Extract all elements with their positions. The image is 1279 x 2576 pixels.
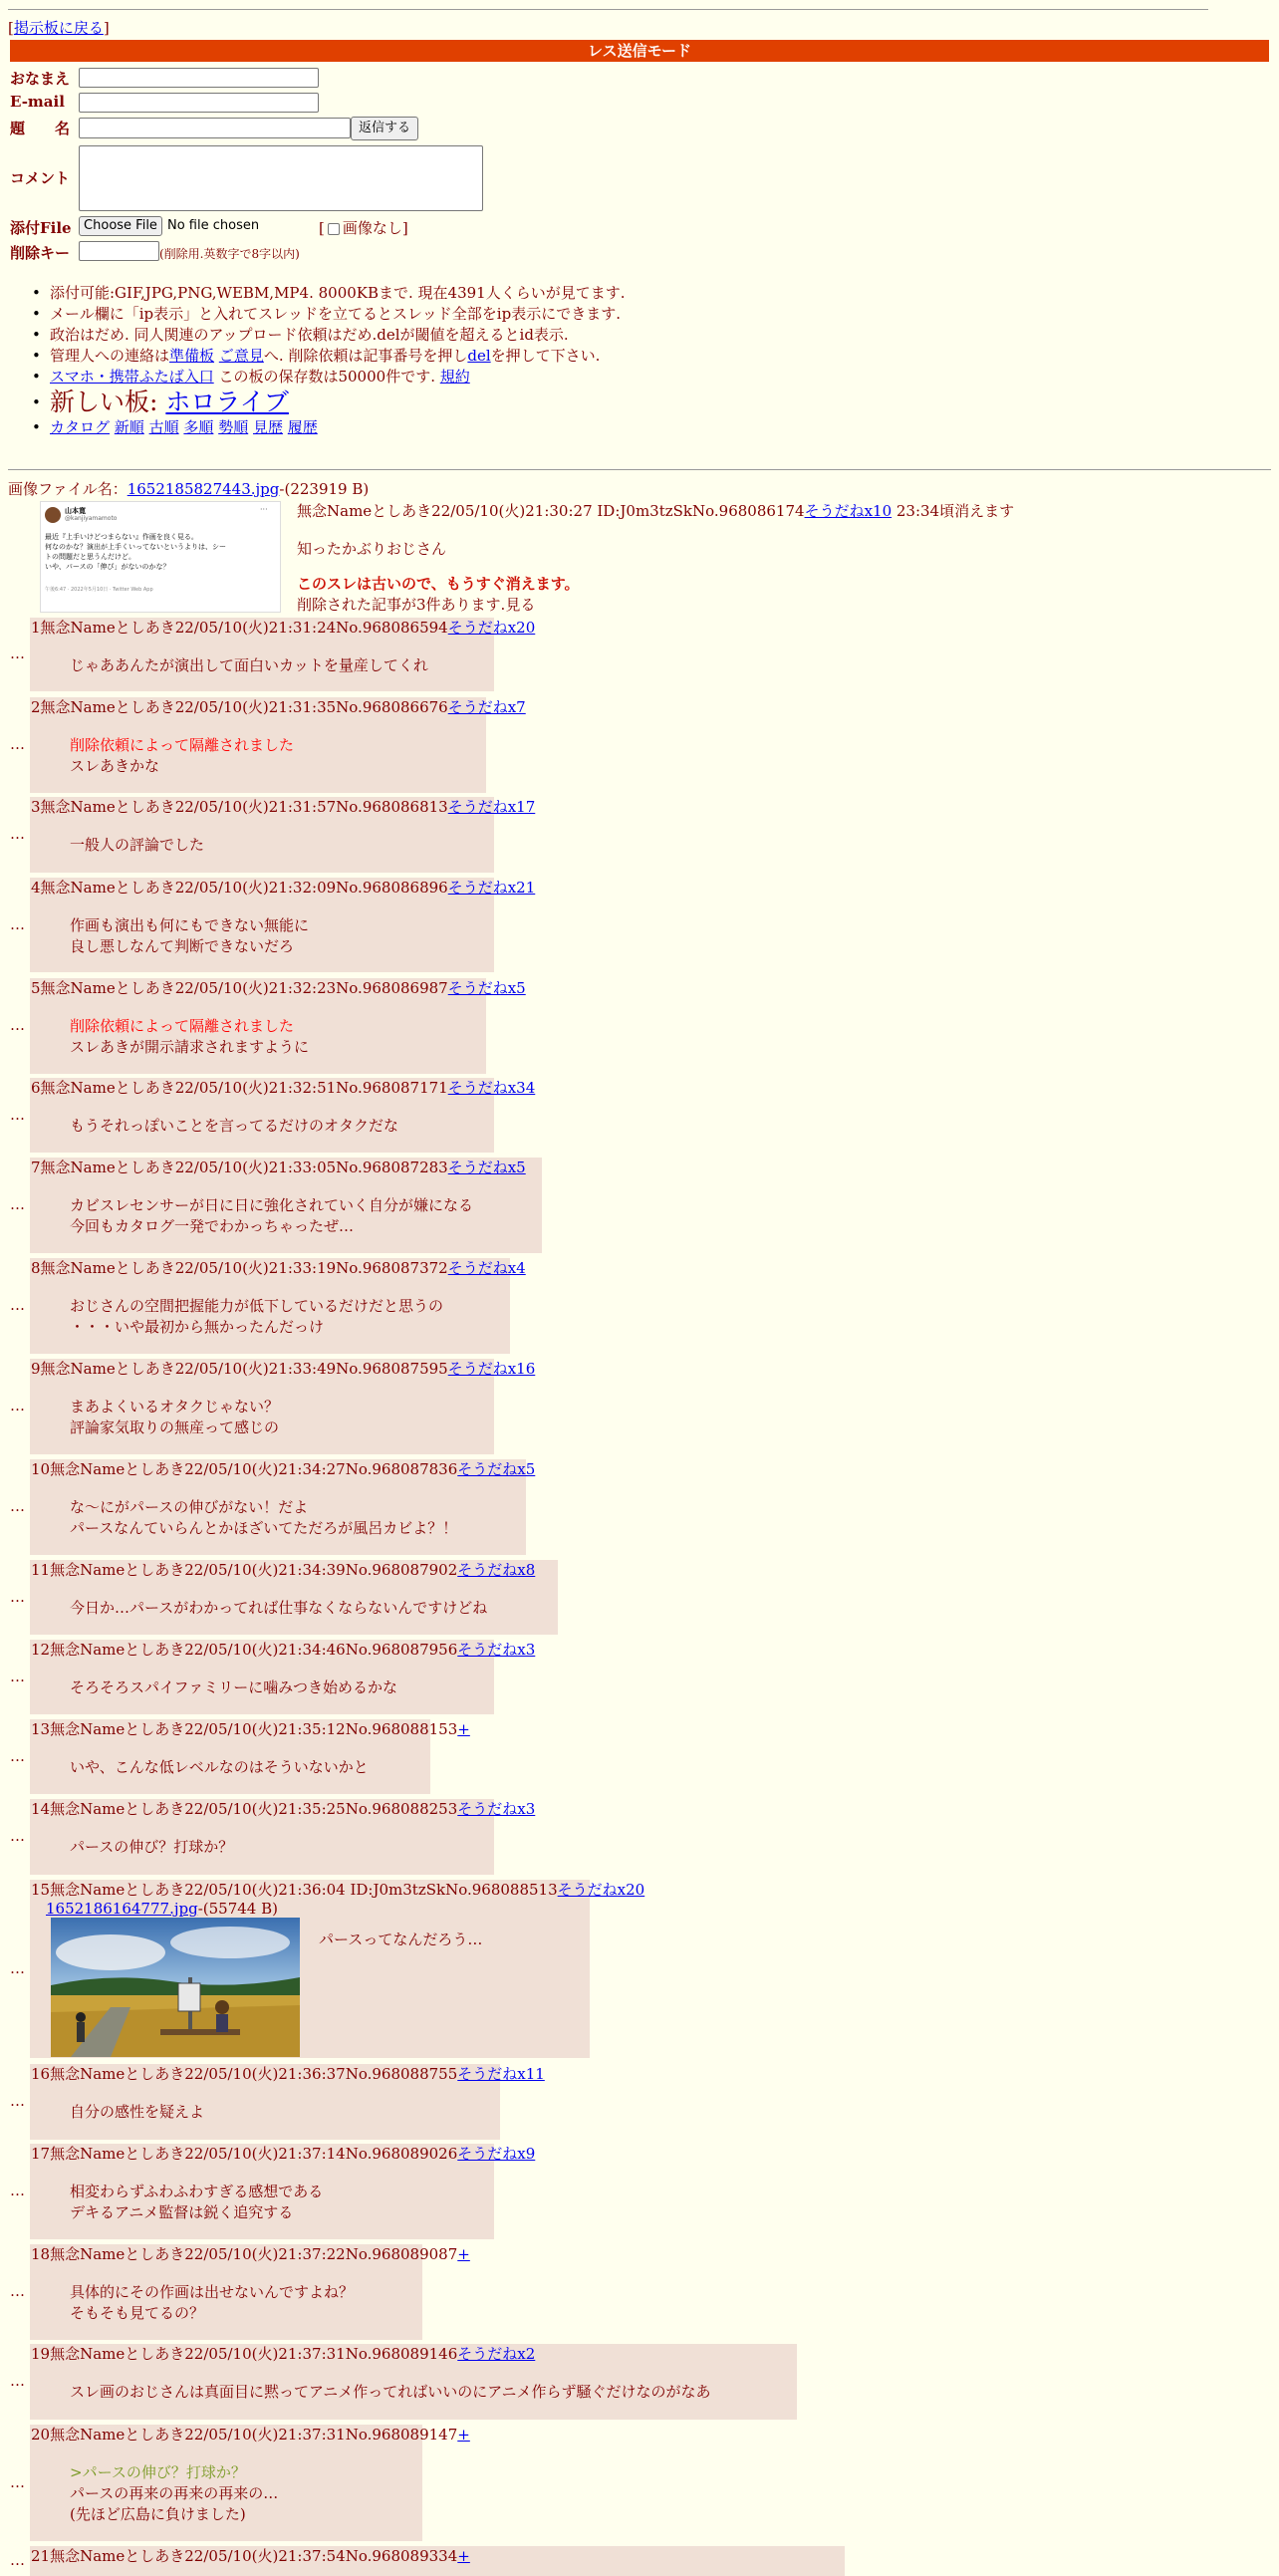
op-file-info [8,478,369,499]
reply-thumbnail[interactable] [51,1918,300,2057]
reply-body [70,2282,354,2324]
reply-header-text: 無念Nameとしあき22/05/10(火)21:31:24No.968086594 [40,619,448,637]
no-image-checkbox[interactable] [328,223,340,235]
sodane-link[interactable]: そうだねx34 [447,1079,536,1097]
del-link[interactable]: del [467,347,491,365]
reply-mode-bar: レス送信モード [10,40,1269,62]
reply-header [31,1882,644,1899]
reply-header-text: 無念Nameとしあき22/05/10(火)21:31:35No.968086676 [40,698,448,716]
reply-file-link[interactable]: 1652186164777.jpg [46,1900,198,1918]
reply-body [70,1757,369,1778]
delete-key-label: 削除キー [10,244,71,262]
reply-line: な～にがパースの伸びがない！だよ [70,1498,309,1516]
reply-header [31,1721,470,1738]
reply-body [70,2102,204,2123]
reply-post [30,978,526,1074]
reply-body [70,915,309,957]
delete-key-input[interactable] [79,241,159,261]
comment-label: コメント [10,169,71,187]
sodane-link[interactable]: そうだねx9 [457,2145,536,2163]
reply-line: 自分の感性を疑えよ [70,2103,205,2121]
reply-body [70,1016,309,1058]
sodane-link[interactable]: そうだねx2 [457,2345,536,2363]
tweet-line: 何なのかな？演出が上手くいってないというよりは、シー [45,543,226,551]
reply-line: 相変わらずふわふわすぎる感想である [70,2183,324,2200]
reply-header [31,1642,535,1659]
reply-ellipsis: … [10,1587,25,1606]
name-input[interactable] [79,68,319,88]
op-old-warning: このスレは古いので、もうすぐ消えます。 [297,575,580,593]
reply-body [319,1930,482,1950]
reply-post [30,1359,536,1454]
back-to-board-link[interactable]: 掲示板に戻る [13,19,104,37]
reply-number: 3 [31,798,41,816]
reply-header-text: 無念Nameとしあき22/05/10(火)21:32:51No.968087171 [40,1079,448,1097]
reply-ellipsis: … [10,735,25,753]
reply-header [31,2246,470,2263]
reply-file-info [46,1900,278,1918]
sodane-link[interactable]: そうだねx3 [457,1641,536,1659]
sodane-link[interactable]: そうだねx5 [447,1159,526,1176]
reply-post [30,2546,845,2576]
tweet-footer: 午後6:47 · 2022年5月10日 · Twitter Web App [45,587,153,593]
reply-file-size: -(55744 B) [197,1900,278,1918]
tweet-text [45,532,226,572]
sodane-link[interactable]: + [457,2245,470,2263]
deleted-posts-note[interactable]: 削除された記事が3件あります.見る [297,596,536,614]
tweet-line: いや、パースの「伸び」がないのかな？ [45,563,170,571]
reply-number: 20 [31,2426,51,2444]
file-label: 添付File [10,219,72,237]
reply-line: そもそも見てるの？ [70,2304,205,2322]
reply-header [31,1159,526,1176]
reply-header-text: 無念Nameとしあき22/05/10(火)21:34:39No.968087902 [50,1561,458,1579]
reply-ellipsis: … [10,1397,25,1415]
reply-header [31,1461,535,1478]
reply-header [31,799,535,816]
sodane-link[interactable]: そうだねx3 [457,1800,536,1818]
file-status-text: No file chosen [167,218,260,233]
reply-ellipsis: … [10,1827,25,1845]
reply-ellipsis: … [10,2092,25,2110]
reply-body [70,1837,233,1858]
reply-ellipsis: … [10,1105,25,1124]
reply-line: もうそれっぽいことを言ってるだけのオタクだな [70,1117,399,1135]
reply-ellipsis: … [10,2372,25,2390]
reply-post [30,1560,558,1635]
post-history-link[interactable]: 履歴 [287,418,318,436]
reply-number: 8 [31,1259,41,1277]
reply-header-text: 無念Nameとしあき22/05/10(火)21:33:49No.968087595 [40,1360,448,1378]
email-input[interactable] [79,93,319,113]
reply-number: 14 [31,1800,51,1818]
reply-line: 今回もカタログ一発でわかっちゃったぜ… [70,1217,355,1235]
reply-line: 良し悪しなんて判断できないだろ [70,937,295,955]
tweet-handle: @kanjiyamamoto [65,515,118,522]
reply-header-text: 無念Nameとしあき22/05/10(火)21:37:31No.968089147 [50,2426,458,2444]
no-image-label: 画像なし [342,219,402,237]
sodane-link[interactable]: そうだねx16 [447,1360,536,1378]
reply-line: カビスレセンサーが日に日に強化されていく自分が嫌になる [70,1196,474,1214]
reply-line: パースなんていらんとかほざいてただろが風呂カビよ？！ [70,1519,458,1537]
choose-file-button[interactable]: Choose File [79,216,162,236]
reply-number: 21 [31,2547,51,2565]
reply-header [31,980,526,997]
reply-post [30,1880,645,2058]
name-label: おなまえ [10,70,71,88]
reply-line: スレあきかな [70,757,160,775]
reply-line: 作画も演出も何にもできない無能に [70,916,310,934]
reply-header-text: 無念Nameとしあき22/05/10(火)21:33:19No.968087372 [40,1259,448,1277]
reply-number: 18 [31,2245,51,2263]
reply-ellipsis: … [10,2282,25,2300]
reply-line: 評論家気取りの無産って感じの [70,1418,280,1436]
reply-body [70,1296,443,1338]
reply-header [31,1562,535,1579]
reply-ellipsis: … [10,2472,25,2491]
reply-number: 10 [31,1460,51,1478]
reply-ellipsis: … [10,1667,25,1685]
catalog-link[interactable]: カタログ [50,418,111,436]
reply-line: 削除依頼によって隔離されました [70,736,295,754]
reply-number: 13 [31,1720,51,1738]
terms-link[interactable]: 規約 [439,368,470,386]
back-link-wrapper: [掲示板に戻る] [8,19,110,37]
reply-number: 4 [31,879,41,897]
reply-header-text: 無念Nameとしあき22/05/10(火)21:37:31No.968089146 [50,2345,458,2363]
reply-line: スレ画のおじさんは真面目に黙ってアニメ作ってればいいのにアニメ作らず騒ぐだけなのがなあ [70,2383,711,2401]
delete-key-hint: (削除用.英数字で8字以内) [159,247,300,261]
op-file-size: -(223919 B) [279,480,370,498]
op-expire-time: 23:34頃消えます [892,502,1015,520]
reply-line: (先ほど広島に負けました) [70,2505,246,2523]
feedback-link[interactable]: ご意見 [218,347,264,365]
sodane-link[interactable]: そうだねx8 [457,1561,536,1579]
reply-post [30,797,536,873]
reply-header [31,880,535,897]
reply-header-text: 無念Nameとしあき22/05/10(火)21:34:46No.968087956 [50,1641,458,1659]
reply-post [30,697,526,793]
sodane-link[interactable]: そうだねx4 [447,1259,526,1277]
reply-ellipsis: … [10,644,25,662]
reply-line: 具体的にその作画は出せないんですよね？ [70,2283,355,2301]
thread-divider [8,469,1271,470]
view-history-link[interactable]: 見歴 [252,418,283,436]
op-sodane-link[interactable]: そうだねx10 [804,502,893,520]
op-file-prefix: 画像ファイル名： [8,480,128,498]
submit-reply-button[interactable]: 返信する [351,117,418,140]
reply-header [31,1260,526,1277]
reply-header [31,1080,535,1097]
reply-header-text: 無念Nameとしあき22/05/10(火)21:34:27No.968087836 [50,1460,458,1478]
notice-contact-text: 管理人への連絡は [50,347,170,365]
reply-ellipsis: … [10,1296,25,1314]
op-header-text: 無念Nameとしあき22/05/10(火)21:30:27 ID:J0m3tzSkNo.968086174 [297,502,805,520]
reply-ellipsis: … [10,1746,25,1765]
reply-post [30,618,536,691]
reply-line: パースの伸び？打球か？ [70,1838,234,1856]
reply-header [31,2346,535,2363]
notice-storage-text: この板の保存数は50000件です. [213,368,440,386]
sort-momentum-link[interactable]: 勢順 [218,418,249,436]
reply-header [31,1361,535,1378]
op-thumbnail[interactable] [40,501,281,613]
reply-line: >パースの伸び？打球か？ [70,2463,246,2481]
reply-number: 12 [31,1641,51,1659]
reply-post [30,1078,536,1153]
reply-ellipsis: … [10,825,25,843]
sodane-link[interactable]: そうだねx17 [447,798,536,816]
reply-ellipsis: … [10,2182,25,2199]
notice-new-board [50,387,626,417]
junbi-board-link[interactable]: 準備板 [169,347,215,365]
reply-post [30,2344,797,2420]
reply-post [30,1640,536,1714]
tweet-username: 山本寛 [65,507,86,515]
tweet-line: トの問題だと思うんだけど。 [45,553,135,561]
sodane-link[interactable]: そうだねx21 [447,879,536,897]
reply-line: おじさんの空間把握能力が低下しているだけだと思うの [70,1297,444,1315]
reply-post [30,1719,470,1794]
reply-number: 6 [31,1079,41,1097]
reply-post [30,1459,536,1555]
reply-post [30,2425,470,2541]
reply-body [70,735,294,777]
mobile-entry-link[interactable]: スマホ・携帯ふたば入口 [50,368,214,386]
reply-post [30,1258,526,1354]
reply-line: デキるアニメ監督は鋭く追究する [70,2203,294,2221]
reply-body [70,2182,323,2223]
top-divider [8,9,1208,10]
reply-number: 9 [31,1360,41,1378]
reply-body [70,1497,457,1539]
sodane-link[interactable]: そうだねx20 [447,619,536,637]
sodane-link[interactable]: そうだねx7 [447,698,526,716]
reply-header-text: 無念Nameとしあき22/05/10(火)21:37:14No.968089026 [50,2145,458,2163]
reply-header-text: 無念Nameとしあき22/05/10(火)21:36:37No.968088755 [50,2065,458,2083]
reply-line: パースの再来の再来の再来の… [70,2484,279,2502]
reply-body [70,2382,711,2403]
reply-ellipsis: … [10,1195,25,1213]
sodane-link[interactable]: + [457,2426,470,2444]
op-file-link[interactable]: 1652185827443.jpg [127,480,280,498]
email-label: E-mail [10,93,65,111]
avatar [45,507,61,523]
sodane-link[interactable]: そうだねx11 [457,2065,545,2083]
reply-post [30,2144,536,2239]
reply-header-text: 無念Nameとしあき22/05/10(火)21:37:54No.968089334 [50,2547,458,2565]
reply-body [70,655,428,676]
op-body: 知ったかぶりおじさん [297,540,447,558]
reply-header [31,620,535,637]
reply-number: 7 [31,1159,41,1176]
reply-header-text: 無念Nameとしあき22/05/10(火)21:32:09No.968086896 [40,879,448,897]
reply-ellipsis: … [10,2551,25,2569]
reply-ellipsis: … [10,1497,25,1515]
subject-input[interactable] [79,118,351,138]
reply-line: まあよくいるオタクじゃない？ [70,1398,280,1416]
board-notices [50,283,626,438]
sort-many-link[interactable]: 多順 [183,418,214,436]
reply-number: 1 [31,619,41,637]
reply-post [30,878,536,972]
reply-header-text: 無念Nameとしあき22/05/10(火)21:31:57No.968086813 [40,798,448,816]
reply-number: 15 [31,1881,51,1899]
new-board-link[interactable]: ホロライブ [165,387,289,416]
sodane-link[interactable]: そうだねx5 [457,1460,536,1478]
notice-contact [50,346,626,367]
more-icon: ··· [260,505,268,514]
reply-number: 17 [31,2145,51,2163]
sodane-link[interactable]: そうだねx5 [447,979,526,997]
reply-header-text: 無念Nameとしあき22/05/10(火)21:37:22No.968089087 [50,2245,458,2263]
reply-body [70,1116,398,1137]
comment-textarea[interactable] [79,145,483,211]
sort-old-link[interactable]: 古順 [148,418,179,436]
reply-header-text: 無念Nameとしあき22/05/10(火)21:35:12No.968088153 [50,1720,458,1738]
reply-post [30,2064,545,2140]
reply-header [31,2548,470,2565]
reply-number: 5 [31,979,41,997]
reply-line: パースってなんだろう… [319,1931,483,1948]
tweet-line: 最近『上手いけどつまらない』作画を良く見る。 [45,533,198,541]
reply-line: 一般人の評論でした [70,836,205,854]
sodane-link[interactable]: + [457,1720,470,1738]
sodane-link[interactable]: + [457,2547,470,2565]
subject-label: 題 名 [10,120,71,137]
notice-upload: • 添付可能:GIF,JPG,PNG,WEBM,MP4. 8000KBまで. 現在4391人くらいが見てます. [50,283,626,304]
reply-line: ・・・いや最初から無かったんだっけ [70,1318,325,1336]
reply-line: 今日か…パースがわかってれば仕事なくならないんですけどね [70,1599,488,1617]
reply-header-text: 無念Nameとしあき22/05/10(火)21:33:05No.968087283 [40,1159,448,1176]
no-image-option: [ 画像なし] [319,219,408,237]
reply-ellipsis: … [10,914,25,933]
reply-header [31,699,526,716]
reply-line: いや、こんな低レベルなのはそういないかと [70,1758,369,1776]
reply-header [31,2066,545,2083]
reply-body [70,1397,279,1438]
reply-body [70,835,204,856]
reply-number: 11 [31,1561,51,1579]
reply-body [70,1598,487,1619]
reply-number: 19 [31,2345,51,2363]
notice-contact-text2: へ. 削除依頼は記事番号を押し [263,347,468,365]
reply-header [31,2427,470,2444]
reply-number: 16 [31,2065,51,2083]
op-header [297,500,1014,521]
notice-mobile [50,367,626,387]
reply-line: そろそろスパイファミリーに噛みつき始めるかな [70,1678,397,1696]
reply-post [30,1799,536,1875]
reply-line: スレあきが開示請求されますように [70,1038,310,1056]
reply-header-text: 無念Nameとしあき22/05/10(火)21:36:04 ID:J0m3tzSkNo.968088513 [50,1881,558,1899]
reply-line: 削除依頼によって隔離されました [70,1017,295,1035]
reply-body [70,1195,473,1237]
reply-post [30,2244,470,2340]
new-board-label: 新しい板: [50,387,166,416]
reply-header-text: 無念Nameとしあき22/05/10(火)21:32:23No.968086987 [40,979,448,997]
reply-post [30,1158,542,1253]
reply-header [31,1801,535,1818]
notice-catalog-links [50,417,626,438]
notice-contact-text3: を押して下さい. [490,347,601,365]
notice-ip: • メール欄に「ip表示」と入れてスレッドを立てるとスレッド全部をip表示にできます. [50,304,626,325]
sodane-link[interactable]: そうだねx20 [557,1881,645,1899]
reply-line: じゃああんたが演出して面白いカットを量産してくれ [70,656,428,674]
reply-header [31,2146,535,2163]
reply-body [70,1677,397,1698]
notice-rules: • 政治はだめ. 同人関連のアップロード依頼はだめ.delが閾値を超えるとid表示. [50,325,626,346]
reply-header-text: 無念Nameとしあき22/05/10(火)21:35:25No.968088253 [50,1800,458,1818]
sort-new-link[interactable]: 新順 [114,418,144,436]
reply-ellipsis: … [10,1016,25,1034]
reply-number: 2 [31,698,41,716]
reply-body [70,2462,278,2525]
reply-ellipsis: … [10,1958,25,1977]
